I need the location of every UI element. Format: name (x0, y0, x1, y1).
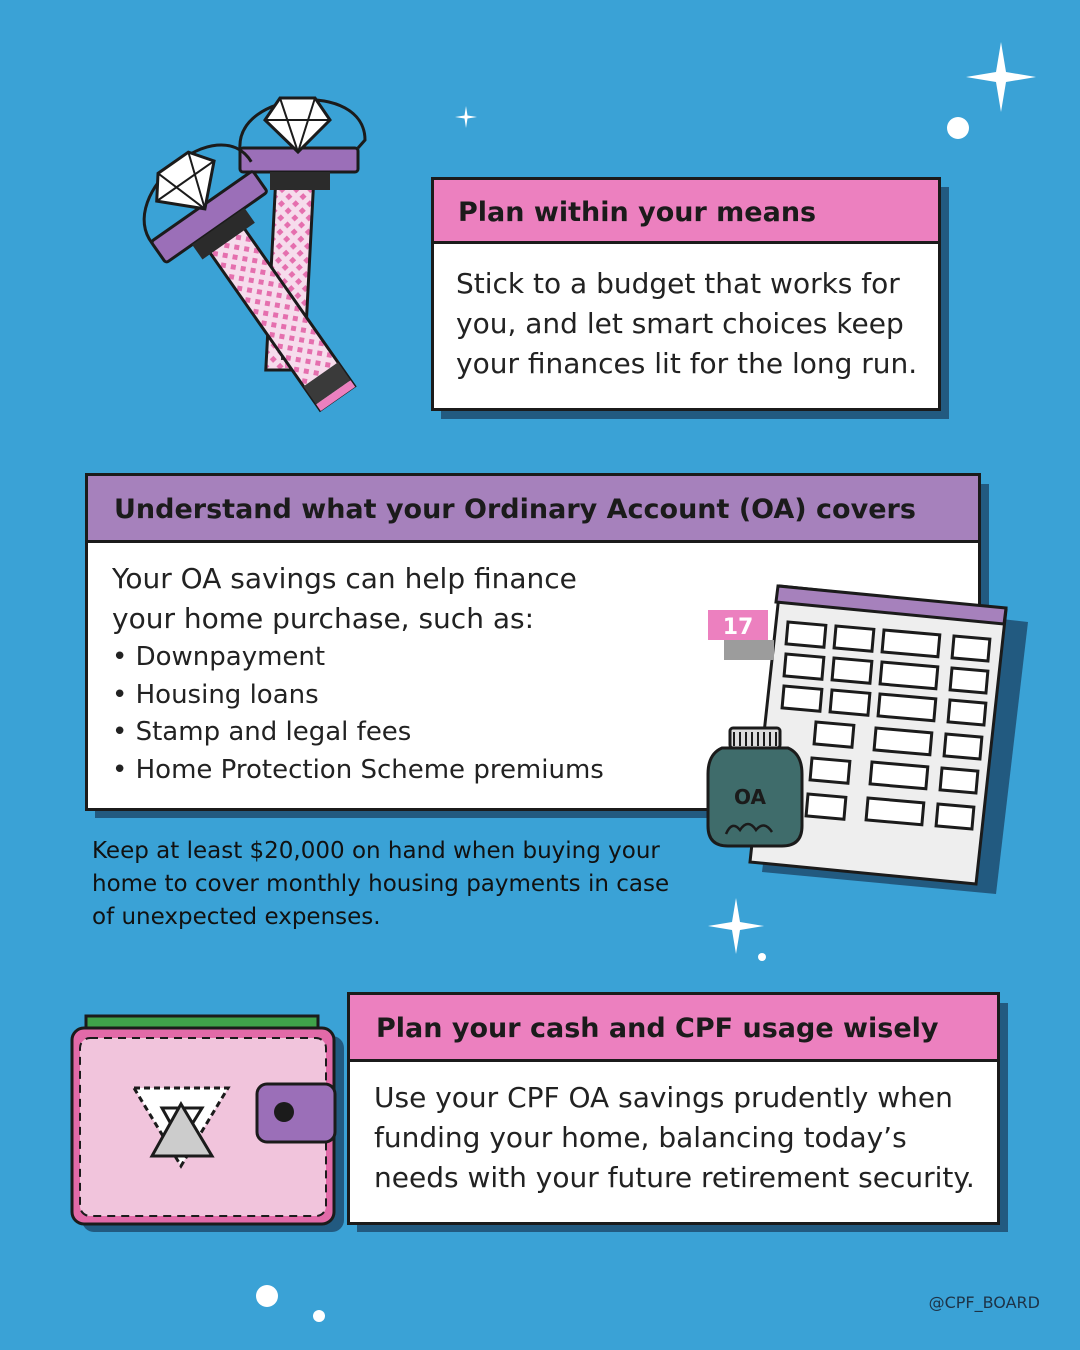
oa-intro: Your OA savings can help finance your home purchase, such as: (112, 562, 577, 635)
oa-list-item: • Downpayment (112, 639, 958, 677)
tip-card-cash-cpf (347, 992, 1000, 1225)
savings-jar-icon (700, 722, 810, 852)
card-body: Stick to a budget that works for you, and let smart choices keep your finances lit for the long run. (431, 241, 941, 411)
oa-list-item: • Housing loans (112, 677, 958, 715)
wallet-icon (62, 1010, 352, 1240)
oa-list-item: • Stamp and legal fees (112, 714, 958, 752)
jar-label: OA (734, 785, 766, 809)
card-heading: Plan within your means (431, 177, 941, 244)
oa-list-item: • Home Protection Scheme premiums (112, 752, 958, 790)
tip-card-budget (431, 177, 941, 411)
lightstick-icon (80, 80, 410, 430)
calendar-day: 17 (722, 615, 754, 640)
card-heading: Understand what your Ordinary Account (OA) covers (85, 473, 981, 543)
social-handle: @CPF_BOARD (928, 1293, 1040, 1312)
cash-buffer-note: Keep at least $20,000 on hand when buying your home to cover monthly housing payments in case of unexpected expenses. (92, 838, 670, 930)
card-heading: Plan your cash and CPF usage wisely (347, 992, 1000, 1062)
card-body: Use your CPF OA savings prudently when funding your home, balancing today’s needs with your future retirement security. (347, 1059, 1000, 1225)
